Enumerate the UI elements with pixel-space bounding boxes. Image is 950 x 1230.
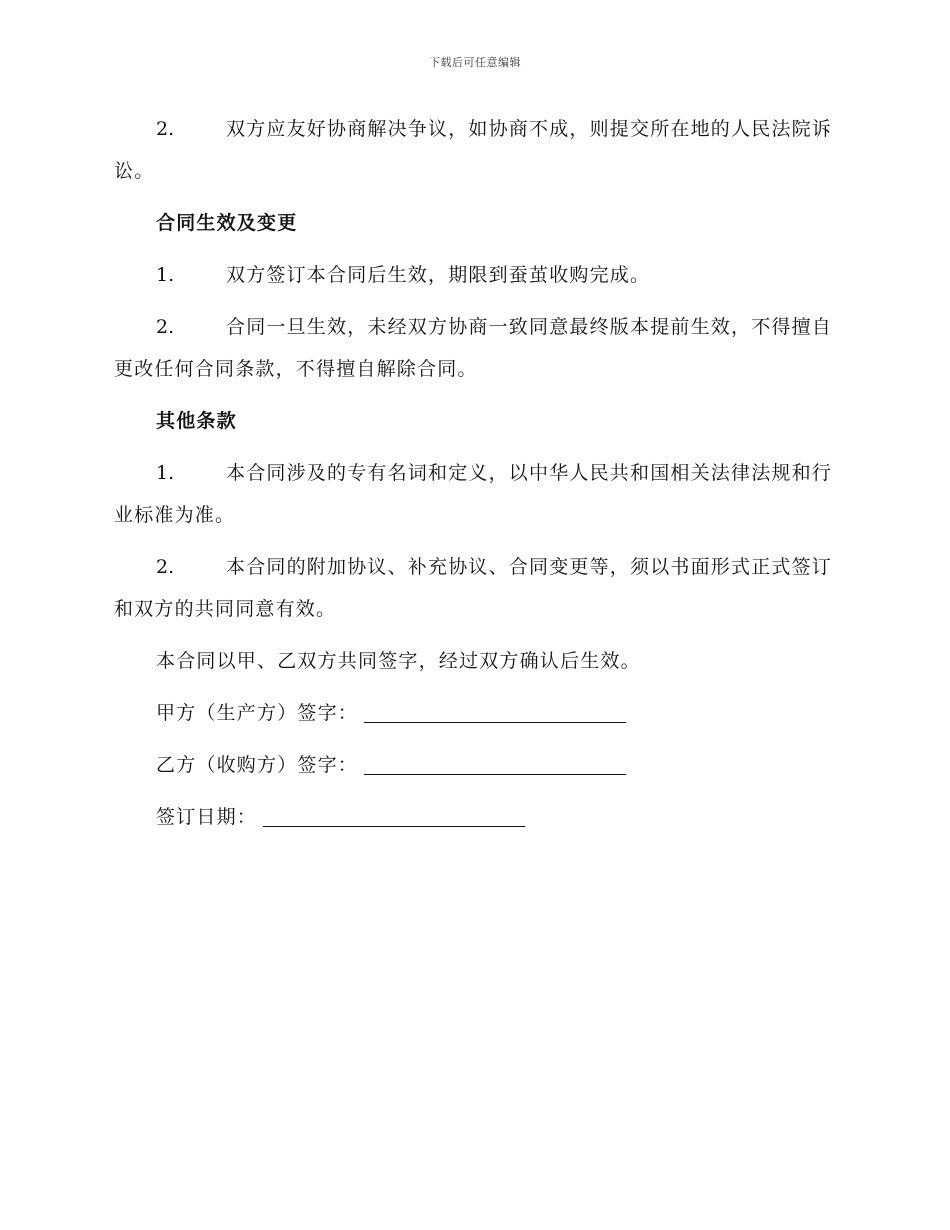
closing-statement: 本合同以甲、乙双方共同签字，经过双方确认后生效。 (156, 650, 641, 672)
signature-line[interactable] (364, 700, 626, 723)
signature-party-a (114, 692, 834, 734)
clause-number: 1. (156, 462, 175, 484)
date-line[interactable] (263, 804, 525, 827)
clause-number: 2. (156, 118, 175, 140)
clause-number: 2. (156, 556, 175, 578)
signature-label: 乙方（收购方）签字： (156, 754, 359, 776)
clause-no-change (114, 306, 834, 390)
clause-text: 双方签订本合同后生效，期限到蚕茧收购完成。 (226, 264, 651, 286)
signature-line[interactable] (364, 752, 626, 775)
clause-text: 本合同涉及的专有名词和定义，以中华人民共和国相关法律法规和行业标准为准。 (114, 462, 833, 526)
clause-text: 双方应友好协商解决争议，如协商不成，则提交所在地的人民法院诉讼。 (114, 118, 833, 182)
clause-dispute (114, 108, 834, 192)
clause-amendments (114, 546, 834, 630)
clause-number: 1. (156, 264, 175, 286)
signature-label: 签订日期： (156, 806, 258, 828)
clause-number: 2. (156, 316, 175, 338)
clause-text: 合同一旦生效，未经双方协商一致同意最终版本提前生效，不得擅自更改任何合同条款，不得擅自解除合同。 (114, 316, 833, 380)
clause-text: 本合同的附加协议、补充协议、合同变更等，须以书面形式正式签订和双方的共同同意有效。 (114, 556, 833, 620)
document-body (114, 108, 834, 848)
signature-label: 甲方（生产方）签字： (156, 702, 359, 724)
signature-party-b (114, 744, 834, 786)
page-header: 下载后可任意编辑 (429, 56, 521, 69)
clause-effective (114, 254, 834, 296)
section-heading-effect: 合同生效及变更 (156, 212, 298, 234)
section-heading-other: 其他条款 (156, 410, 237, 432)
signature-date (114, 796, 834, 838)
clause-definitions (114, 452, 834, 536)
